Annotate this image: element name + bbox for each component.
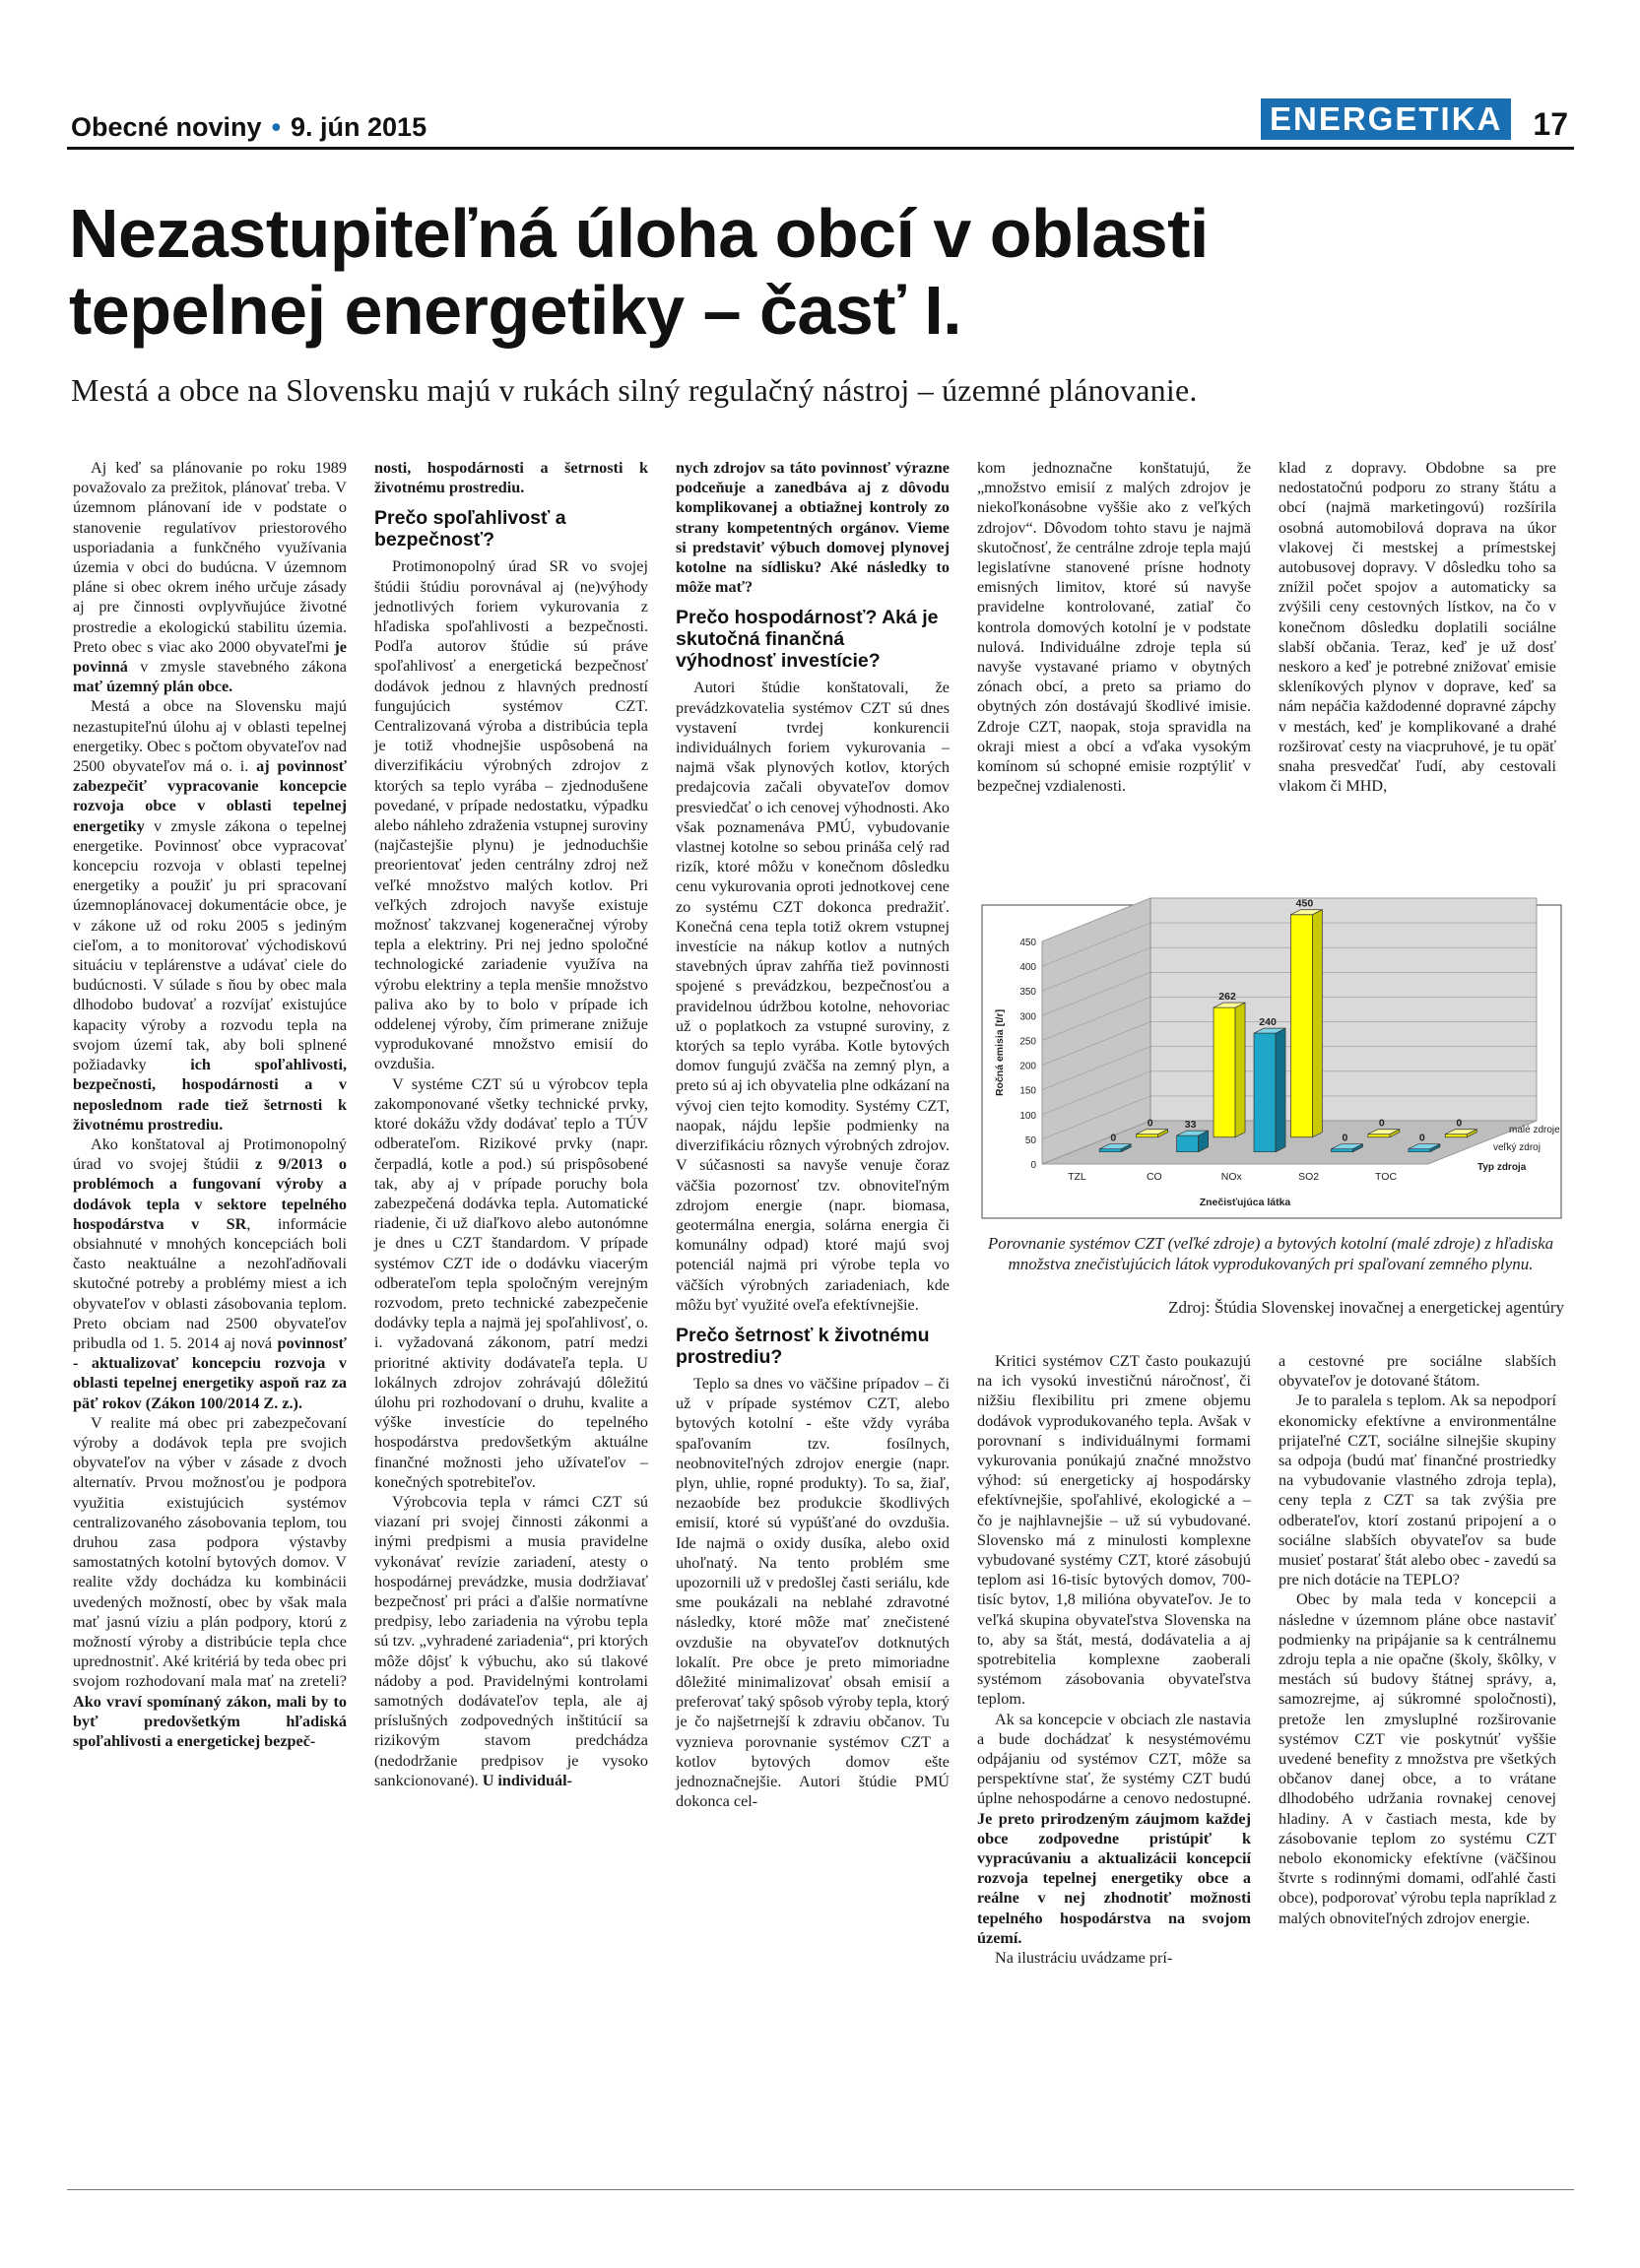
paragraph: Ako konštatoval aj Protimonopolný úrad vo svojej štúdii z 9/2013 o problémoch a fungovaní výroby a dodávok tepla v sektore tepelného hospodárstva v SR, informácie obsiahnuté v mnohých koncepciách boli často neaktuálne a nezohľadňovali skutočné potreby a problémy miest a ich obyvateľov v oblasti zásobovania teplom. Preto obciam nad 2500 obyvateľov pribudla od 1. 5. 2014 aj nová povinnosť - aktualizovať koncepciu rozvoja v oblasti tepelnej energetiky aspoň raz za päť rokov (Zákon 100/2014 Z. z.). [73,1134,347,1412]
headline-line-1: Nezastupiteľná úloha obcí v oblasti [69,195,1209,272]
paragraph: a cestovné pre sociálne slabších obyvateľov je dotované štátom. [1279,1352,1556,1391]
paragraph: Výrobcovia tepla v rámci CZT sú viazaní pri svojej činnosti zákonmi a inými predpismi a musia pravidelne vykonávať revízie zariadení, atesty o hospodárnej prevádzke, musia dodržiavať bezpečnosť pri práci a ďalšie normatívne predpisy, lebo zariadenia na výrobu tepla sú tzv. „vyhradené zariadenia“, pri ktorých môže dôjsť k výbuchu, ako sú tlakové nádoby a pod. Pravidelnými kontrolami samotných dodávateľov tepla, ale aj príslušných zodpovedných inštitúcií sa rizikovým stavom predchádza (nedodržanie predpisov je vysoko sankcionované). U individuál- [374,1492,648,1789]
chart-side-wall [1042,898,1150,1164]
x-tick-label: NOx [1220,1171,1242,1183]
figure-caption: Porovnanie systémov CZT (veľké zdroje) a bytových kotolní (malé zdroje) z hľadiska množstva znečisťujúcich látok vyprodukovaných pri spaľovaní zemného plynu. [987,1234,1554,1273]
depth-axis-label: Typ zdroja [1477,1162,1527,1173]
paragraph: Je to paralela s teplom. Ak sa nepodporí ekonomicky efektívne a environmentálne prijateľné CZT, sociálne silnejšie skupiny sa odpoja (budú mať finančné prostriedky na vybudovanie vlastného zdroja tepla), ceny tepla z CZT sa tak zvýšia pre odberateľov, ktorí zostanú pripojení a o sociálne slabších obyvateľov sa bude musieť postarať štát alebo obec - zavedú sa pre nich dotácie na TEPLO? [1279,1392,1556,1589]
data-label: 0 [1378,1117,1385,1130]
text-column-3 [676,458,950,1811]
subheading: Prečo hospodárnosť? Aká je skutočná finančná výhodnosť investície? [676,607,939,673]
paragraph: Kritici systémov CZT často poukazujú na ich vysokú investičnú náročnosť, či nižšiu flexibilitu pri zmene objemu dodávok vyprodukovaného tepla. Avšak v porovnaní s individuálnymi formami vykurovania ponúkajú značné množstvo výhod: sú energeticky aj hospodársky efektívnejšie, spoľahlivé, ekologické a – čo je najhlavnejšie – už sú vybudované. Slovensko má z minulosti komplexne vybudované systémy CZT, ktoré zásobujú teplom asi 16-tisíc bytových domov, 700-tisíc bytov, 1,8 milióna obyvateľov. Je to veľká skupina obyvateľstva Slovenska na to, aby sa štát, mestá, dodávatelia a aj spotrebitelia komplexne zaoberali systémom zásobovania obyvateľstva teplom. [977,1352,1251,1709]
bar-male-zdroje [1290,915,1312,1137]
paragraph: Autori štúdie konštatovali, že prevádzkovatelia systémov CZT sú dnes vystavení tvrdej konkurencii individuálnych foriem vykurovania – najmä však plynových kotlov, ktorých predajcovia začali obyvateľov domov presviedčať o ich cenovej výhodnosti. Ako však poznamenáva PMÚ, vybudovanie vlastnej kotolne so sebou prináša celý rad rizík, ktoré môžu v konečnom dôsledku cenu vykurovania oproti jednotkovej cene zo systému CZT dokonca predražiť. Konečná cena tepla totiž okrem vstupnej investície na nákup kotlov a nutných stavebných úprav zahŕňa tiež povinnosti spojené s prevádzkou, bezpečnosťou a pravidelnou údržbou kotolne, nehovoriac už o poplatkoch za vstupné suroviny, z ktorých sa teplo vyrába. Kotle bytových domov fungujú zväčša na zemný plyn, a preto sú aj ich obyvatelia plne odkázaní na vývoj cien tejto komodity. Systémy CZT, naopak, nájdu lepšie podmienky na diverzifikáciu rôznych výrobných zdrojov. V súčasnosti sa navyše venuje čoraz väčšia pozornosť tzv. obnoviteľným zdrojom energie (napr. biomasa, geotermálna energia, solárna energia či komunálny odpad) ktoré majú svoj potenciál najmä pri výrobe tepla vo väčších výrobných zariadeniach, kde môžu byť využité oveľa efektívnejšie. [676,679,950,1314]
bar-velky-zdroj [1409,1149,1430,1152]
bar-male-zdroje [1137,1134,1158,1137]
data-label: 0 [1456,1117,1463,1130]
paragraph: Teplo sa dnes vo väčšine prípadov – či už v prípade systémov CZT, alebo bytových kotolní - ešte vždy vyrába spaľovaním tzv. fosílnych, neobnoviteľných zdrojov energie (napr. plyn, uhlie, ropné produkty). To sa, žiaľ, nezaobíde bez produkcie škodlivých emisií, ktoré sú vypúšťané do ovzdušia. Ide najmä o oxidy dusíka, alebo oxid uhoľnatý. Na tento problém sme upozornili už v predošlej časti seriálu, kde sme poukázali na neblahé zdravotné následky, ktoré môže mať znečistené ovzdušie na obyvateľov dotknutých lokalít. Pre obce je preto mimoriadne dôležité minimalizovať obsah emisií a preferovať taký spôsob výroby tepla, ktorý je čo najšetrnejší k zdraviu občanov. Tu vyznieva porovnanie systémov CZT a kotlov bytových domov ešte jednoznačnejšie. Autori štúdie PMÚ dokonca cel- [676,1374,950,1811]
bar-male-zdroje [1368,1134,1390,1137]
series-label-male: malé zdroje [1509,1125,1560,1135]
series-label-velky: veľký zdroj [1493,1142,1541,1153]
article-subtitle: Mestá a obce na Slovensku majú v rukách silný regulačný nástroj – územné plánovanie. [71,372,1198,408]
y-tick-label: 50 [1024,1134,1036,1146]
text-column-5-bottom [1279,1351,1556,1928]
y-tick-label: 350 [1019,987,1036,999]
bar-velky-zdroj [1331,1149,1352,1152]
paragraph: Protimonopolný úrad SR vo svojej štúdii štúdiu porovnával aj (ne)výhody jednotlivých foriem vykurovania z hľadiska spoľahlivosti a bezpečnosti. Podľa autorov štúdie sú práve spoľahlivosť a energetická bezpečnosť dodávok jednou z hlavných predností fungujúcich systémov CZT. Centralizovaná výroba a distribúcia tepla je totiž vhodnejšie uspôsobená na diverzifikáciu výrobných zdrojov z ktorých sa teplo vyrába – zjednodušene povedané, v prípade nedostatku, výpadku alebo náhleho zdraženia vstupnej suroviny (najčastejšie plynu) je jednoduchšie preorientovať jeden centrálny zdroj než veľké množstvo malých kotlov. Pri veľkých zdrojoch navyše existuje možnosť takzvanej kogeneračnej výroby tepla a elektriny. Pri nej jedno spoločné technologické zariadenie využíva na výrobu elektriny a tepla menšie množstvo paliva ako by to bolo v prípade ich oddelenej výroby, čím primerane znižuje vyprodukované množstvo emisií do ovzdušia. [374,557,648,1073]
chart-svg [981,897,1562,1219]
chart-back-wall [1150,898,1537,1121]
paragraph: Mestá a obce na Slovensku majú nezastupiteľnú úlohu aj v oblasti tepelnej energetiky. Obec s počtom obyvateľov nad 2500 obyvateľov má o. i. aj povinnosť zabezpečiť vypracovanie koncepcie rozvoja obce v oblasti tepelnej energetiky v zmysle zákona o tepelnej energetike. Povinnosť obce vypracovať koncepciu rozvoja v oblasti tepelnej energetiky a použiť ju pri spracovaní územnoplánovacej dokumentácie obce, je v zákone už od roku 2005 s jediným cieľom, a to monitorovať východiskovú situáciu v teplárenstve a udávať ciele do budúcnosti. V súlade s ňou by obec mala dlhodobo budovať a rozvíjať existujúce kapacity výroby a rozvodu tepla na svojom území tak, aby boli splnené požiadavky ich spoľahlivosti, bezpečnosti, hospodárnosti a v neposlednom rade tiež šetrnosti k životnému prostrediu. [73,697,348,1134]
x-axis-label: Znečisťujúca látka [1199,1197,1291,1208]
issue-date: 9. jún 2015 [291,112,427,142]
subheading: Prečo šetrnosť k životnému prostrediu? [676,1324,930,1368]
bar-male-zdroje-side [1235,1003,1245,1137]
headline-line-2: tepelnej energetiky – časť I. [69,272,962,349]
bar-velky-zdroj-side [1276,1028,1285,1152]
y-tick-label: 300 [1019,1011,1036,1023]
data-label: 262 [1218,991,1236,1004]
data-label: 450 [1295,897,1314,910]
paragraph: Aj keď sa plánovanie po roku 1989 považovalo za prežitok, plánovať treba. V územnom plánovaní ide v podstate o stanovenie regulatívov priestorového usporiadania a funkčného využívania územia v obci do budúcna. V územnom pláne si obec okrem iného určuje zásady aj pre činnosti ovplyvňujúce životné prostredie a ekologickú stabilitu územia. Preto obec s viac ako 2000 obyvateľmi je povinná v zmysle stavebného zákona mať územný plán obce. [73,459,347,696]
data-label: 0 [1342,1132,1348,1144]
y-tick-label: 200 [1019,1061,1036,1072]
y-tick-label: 450 [1019,938,1036,948]
paper-name: Obecné noviny [71,112,262,142]
bar-velky-zdroj [1099,1149,1121,1152]
text-column-4-bottom [977,1351,1251,1968]
x-tick-label: TZL [1068,1171,1086,1183]
text-column-2 [374,458,648,1790]
masthead [67,98,1574,150]
y-tick-label: 100 [1019,1110,1036,1122]
y-tick-label: 0 [1030,1160,1036,1171]
paragraph: Obec by mala teda v koncepcii a následne v územnom pláne obce nastaviť podmienky na pripájanie sa k centrálnemu zdroju tepla a nie opačne (školy, škôlky, v mestách sú budovy štátnej správy, a, samozrejme, aj súkromné spoločnosti), pretože len zmysluplné rozširovanie systémov CZT vie poskytnúť vyššie uvedené benefity z množstva pre všetkých občanov danej obce, a to vrátane dlhodobého udržania rovnakej cenovej hladiny. A v častiach mesta, kde by zásobovanie teplom zo systému CZT nebolo ekonomicky efektívne (väčšinou štvrte s rodinnými domami, odľahlé časti obce), podporovať výrobu tepla napríklad z malých obnoviteľných zdrojov energie. [1279,1590,1557,1927]
paragraph: Ak sa koncepcie v obciach zle nastavia a bude dochádzať k nesystémovému odpájaniu od systémov CZT, môže sa perspektívne stať, že systémy CZT budú úplne nehospodárne a cenovo nedostupné. Je preto prirodzeným záujmom každej obce zodpovedne pristúpiť k vypracúvaniu a aktualizácii koncepcií rozvoja tepelnej energetiky obce a reálne v nej zhodnotiť možnosti tepelného hospodárstva na svojom území. [977,1710,1251,1947]
bar-velky-zdroj [1177,1135,1199,1152]
article-headline [69,195,1546,349]
bar-male-zdroje-side [1312,910,1322,1137]
bottom-rule [67,2189,1574,2190]
paragraph: klad z dopravy. Obdobne sa pre nedostatočnú podporu zo strany štátu a obcí (najmä marketingovú) rozšírila osobná automobilová doprava na úkor vlakovej či mestskej a prímestskej autobusovej dopravy. V dôsledku toho sa znížil počet spojov a automaticky sa zvýšili ceny cestovných lístkov, na čo v konečnom dôsledku doplatili sociálne slabší občania. Teraz, keď je už dosť neskoro a keď je potrebné znižovať emisie skleníkových plynov v doprave, keď sa nám nepáčia každodenné dopravné zápchy v mestách, keď je komplikované a drahé rozširovať cesty na viacpruhové, je tu opäť snaha presvedčať ľudí, aby cestovali vlakom či MHD, [1279,459,1556,796]
paragraph: nych zdrojov sa táto povinnosť výrazne podceňuje a zanedbáva aj z dôvodu komplikovanej a obtiažnej kontroly zo strany kompetentných orgánov. Vieme si predstaviť výbuch domovej plynovej kotolne na sídlisku? Aké následky to môže mať? [676,459,950,597]
data-label: 0 [1110,1132,1117,1144]
emissions-chart [981,897,1562,1219]
y-tick-label: 250 [1019,1036,1036,1048]
data-label: 0 [1418,1132,1425,1144]
section-label: ENERGETIKA [1261,98,1511,140]
paragraph: V systéme CZT sú u výrobcov tepla zakomponované všetky technické prvky, ktoré dokážu vždy dodávať teplo a TÚV odberateľom. Rizikové prvky (napr. čerpadlá, kotle a pod.) sú prispôsobené tak, aby aj v prípade poruchy bola zabezpečená dodávka tepla. Automatické riadenie, či už diaľkovo alebo autonómne je dnes u CZT štandardom. V prípade systémov CZT ide o dodávku viacerým odberateľom tepla spoločným verejným rozvodom, preto technické zabezpečenie dodávky tepla a najmä jej spoľahlivosť, o. i. vyžadovaná zákonom, patrí medzi prioritné aktivity dodávateľa tepla. U lokálnych zdrojov zohrávajú dôležitú úlohu pri rozhodovaní o druhu, kvalite a výške investície do tepelného hospodárstva predovšetkým aktuálne finančné možnosti jeho užívateľov – konečných spotrebiteľov. [374,1074,648,1491]
y-axis-label: Ročná emisia [t/r] [994,1008,1006,1097]
paragraph: Na ilustráciu uvádzame prí- [995,1949,1173,1968]
data-label: 0 [1147,1117,1153,1130]
figure-source: Zdroj: Štúdia Slovenskej inovačnej a energetickej agentúry [1168,1298,1564,1317]
page-number: 17 [1533,106,1568,142]
text-column-4-top [977,458,1251,796]
data-label: 240 [1259,1016,1277,1029]
x-tick-label: TOC [1375,1171,1398,1183]
y-tick-label: 150 [1019,1085,1036,1097]
paragraph: V realite má obec pri zabezpečovaní výroby a dodávok tepla pre svojich obyvateľov na výber v zásade z dvoch alternatív. Prvou možnosťou je podpora využitia existujúcich systémov centralizovaného zásobovania teplom, tou druhou zasa podpora výstavby samostatných kotolní bytových domov. V realite vždy dochádza ku kombinácii uvedených možností, obec by však mala mať jasnú víziu a plán podpory, ktorú z možností výroby a distribúcie tepla chce uprednostniť. Aké kritériá by teda obec pri svojom rozhodovaní mala mať na zreteli? Ako vraví spomínaný zákon, mali by to byť predovšetkým hľadiská spoľahlivosti a energetickej bezpeč- [73,1413,347,1750]
paragraph: nosti, hospodárnosti a šetrnosti k životnému prostrediu. [374,459,648,497]
x-tick-label: SO2 [1298,1171,1320,1183]
bar-male-zdroje [1214,1007,1235,1137]
paragraph: kom jednoznačne konštatujú, že „množstvo emisií z malých zdrojov je niekoľkonásobne vyššie ako z veľkých zdrojov“. Dôvodom tohto stavu je najmä skutočnosť, že centrálne zdroje tepla majú legislatívne stanovené prísne hodnoty emisných limitov, ktoré sú navyše pravidelne kontrolované, zatiaľ čo kontrola domových kotolní je v podstate nulová. Individuálne zdroje tepla sú navyše vystavané priamo v obytných zónach obcí, a preto sa priamo do obytných zón dostávajú škodlivé imisie. Zdroje CZT, naopak, stoja spravidla na okraji miest a obcí a vďaka vysokým komínom sú schopné emisie rozptýliť v bezpečnej vzdialenosti. [977,459,1251,796]
text-column-5-top [1279,458,1556,796]
text-column-1 [73,458,347,1751]
masthead-left [71,112,426,143]
bar-male-zdroje [1445,1134,1467,1137]
subheading: Prečo spoľahlivosť a bezpečnosť? [374,507,566,551]
y-tick-label: 400 [1019,962,1036,974]
data-label: 33 [1184,1119,1197,1132]
bar-velky-zdroj [1254,1033,1276,1152]
masthead-separator: • [271,112,282,142]
x-tick-label: CO [1146,1171,1162,1183]
